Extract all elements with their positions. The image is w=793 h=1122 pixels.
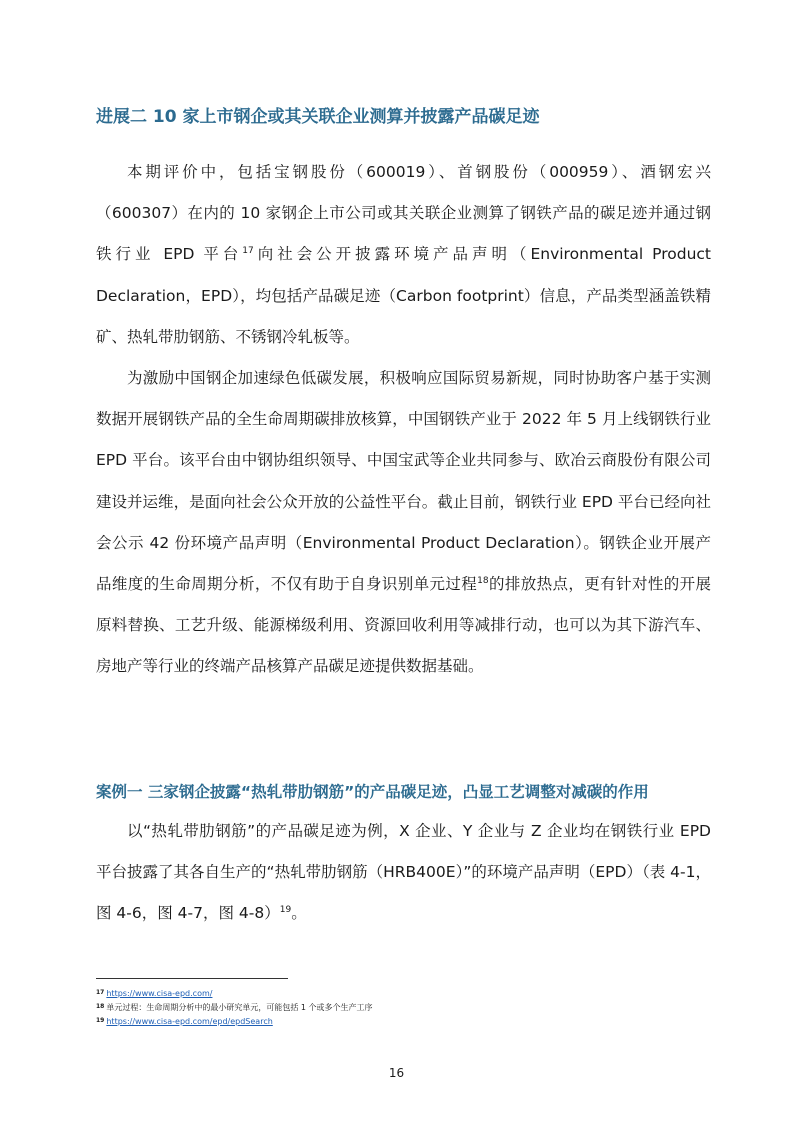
footnote-ref-17[interactable]: 17 <box>242 246 254 257</box>
footnote-number: 19 <box>96 1017 105 1024</box>
footnote-18 <box>96 1000 373 1014</box>
footnote-link[interactable]: https://www.cisa-epd.com/epd/epdSearch <box>106 1017 273 1026</box>
footnote-17 <box>96 986 373 1000</box>
paragraph-1-text-a: 本期评价中，包括宝钢股份（600019）、首钢股份（000959）、酒钢宏兴（600307）在内的 10 家钢企上市公司或其关联企业测算了钢铁产品的碳足迹并通过钢铁行业 EPD 平台 <box>96 163 711 264</box>
footnote-divider <box>96 978 288 979</box>
footnote-number: 18 <box>96 1003 105 1010</box>
paragraph-3-text-a: 以“热轧带肋钢筋”的产品碳足迹为例，X 企业、Y 企业与 Z 企业均在钢铁行业 EPD 平台披露了其各自生产的“热轧带肋钢筋（HRB400E）”的环境产品声明（EPD）（表 4-1，图 4-6，图 4-7，图 4-8） <box>96 822 711 923</box>
paragraph-2 <box>96 358 711 688</box>
footnote-ref-18[interactable]: 18 <box>477 576 489 587</box>
paragraph-3 <box>96 811 711 935</box>
section-heading: 进展二 10 家上市钢企或其关联企业测算并披露产品碳足迹 <box>96 107 540 127</box>
footnote-19 <box>96 1014 373 1028</box>
footnote-number: 17 <box>96 989 105 996</box>
case-heading: 案例一 三家钢企披露“热轧带肋钢筋”的产品碳足迹，凸显工艺调整对减碳的作用 <box>96 783 649 801</box>
footnote-link[interactable]: https://www.cisa-epd.com/ <box>106 989 213 998</box>
page-number: 16 <box>388 1066 405 1080</box>
footnote-text: 单元过程：生命周期分析中的最小研究单元，可能包括 1 个或多个生产工序 <box>106 1003 373 1012</box>
footnote-ref-19[interactable]: 19 <box>279 905 292 916</box>
paragraph-3-text-b: 。 <box>291 904 307 923</box>
paragraph-1 <box>96 152 711 358</box>
footnotes <box>96 986 373 1028</box>
paragraph-2-text-b: 的排放热点，更有针对性的开展原料替换、工艺升级、能源梯级利用、资源回收利用等减排行动，也可以为其下游汽车、房地产等行业的终端产品核算产品碳足迹提供数据基础。 <box>96 575 711 676</box>
paragraph-1-text-b: 向社会公开披露环境产品声明（Environmental Product Declaration，EPD），均包括产品碳足迹（Carbon footprint）信息，产品类型涵盖铁精矿、热轧带肋钢筋、不锈钢冷轧板等。 <box>96 245 711 346</box>
paragraph-2-text-a: 为激励中国钢企加速绿色低碳发展，积极响应国际贸易新规，同时协助客户基于实测数据开展钢铁产品的全生命周期碳排放核算，中国钢铁产业于 2022 年 5 月上线钢铁行业 EPD 平台。该平台由中钢协组织领导、中国宝武等企业共同参与、欧冶云商股份有限公司建设并运维，是面向社会公众开放的公益性平台。截止目前，钢铁行业 EPD 平台已经向社会公示 42 份环境产品声明（Environmental Product Declaration）。钢铁企业开展产品维度的生命周期分析，不仅有助于自身识别单元过程 <box>96 369 711 594</box>
